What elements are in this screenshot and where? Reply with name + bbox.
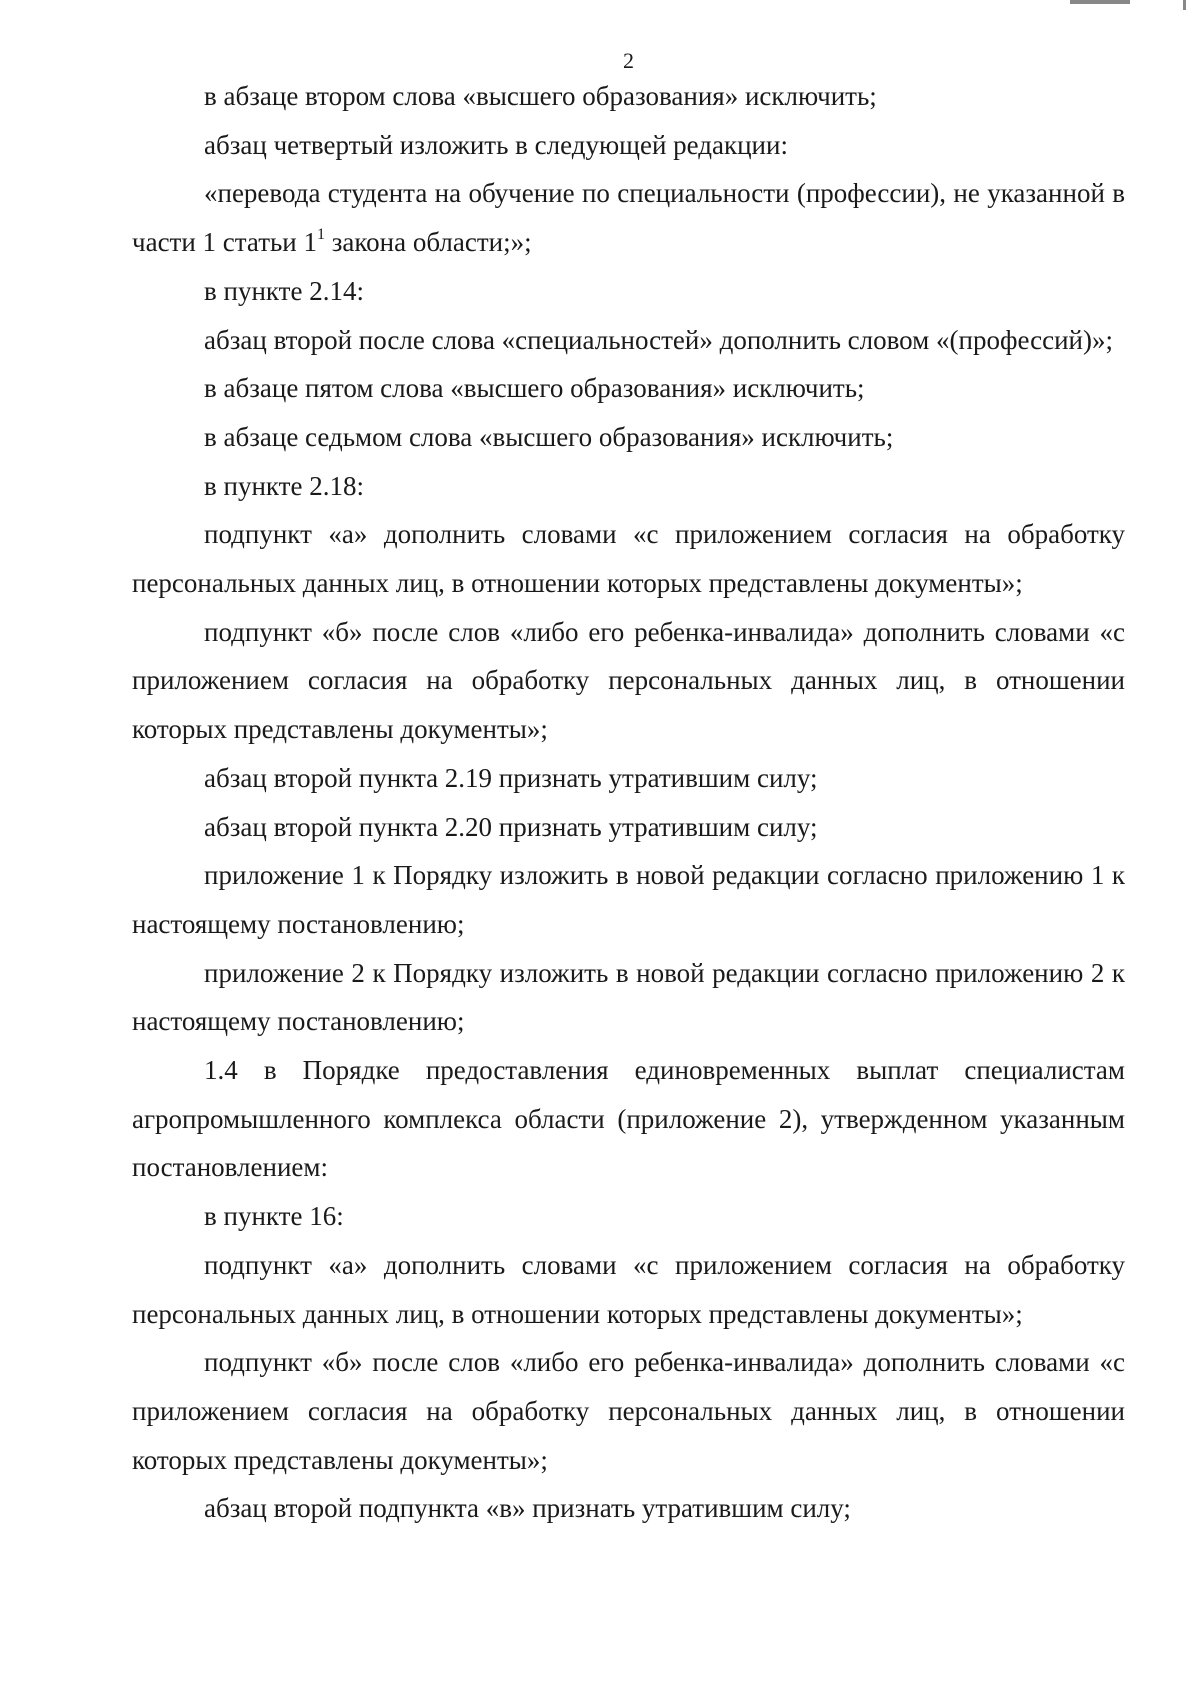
paragraph — [132, 169, 1125, 266]
paragraph: приложение 2 к Порядку изложить в новой редакции согласно приложению 2 к настоящему постановлению; — [132, 957, 1125, 1037]
paragraph: абзац второй пункта 2.19 признать утратившим силу; — [204, 762, 818, 793]
paragraph: в пункте 16: — [204, 1201, 344, 1232]
paragraph: подпункт «а» дополнить словами «с приложением согласия на обработку персональных данных лиц, в отношении которых представлены документы»; — [132, 519, 1125, 599]
paragraph: абзац второй пункта 2.20 признать утратившим силу; — [204, 811, 818, 842]
paragraph: абзац четвертый изложить в следующей редакции: — [204, 129, 788, 160]
paragraph: в абзаце пятом слова «высшего образования» исключить; — [204, 373, 865, 404]
paragraph-text: закона области;»; — [325, 227, 532, 258]
paragraph-text: «перевода студента на обучение по специальности (профессии), не указанной в части 1 статьи 1 — [132, 178, 1125, 258]
scan-edge-mark — [1183, 0, 1186, 10]
paragraph: подпункт «а» дополнить словами «с приложением согласия на обработку персональных данных лиц, в отношении которых представлены документы»; — [132, 1249, 1125, 1329]
paragraph: подпункт «б» после слов «либо его ребенка-инвалида» дополнить словами «с приложением согласия на обработку персональных данных лиц, в отношении которых представлены документы»; — [132, 616, 1125, 745]
paragraph: в пункте 2.14: — [204, 275, 364, 306]
paragraph: в пункте 2.18: — [204, 470, 364, 501]
page-number: 2 — [623, 48, 634, 73]
paragraph: 1.4 в Порядке предоставления единовременных выплат специалистам агропромышленного комплекса области (приложение 2), утвержденном указанным постановлением: — [132, 1055, 1125, 1183]
document-body — [132, 72, 1125, 1533]
paragraph: в абзаце втором слова «высшего образования» исключить; — [204, 81, 877, 111]
scan-edge-mark — [1070, 0, 1130, 4]
paragraph: абзац второй подпункта «в» признать утратившим силу; — [204, 1493, 851, 1524]
superscript: 1 — [317, 226, 326, 244]
paragraph: приложение 1 к Порядку изложить в новой редакции согласно приложению 1 к настоящему постановлению; — [132, 860, 1125, 939]
paragraph: подпункт «б» после слов «либо его ребенка-инвалида» дополнить словами «с приложением согласия на обработку персональных данных лиц, в отношении которых представлены документы»; — [132, 1347, 1125, 1475]
paragraph: в абзаце седьмом слова «высшего образования» исключить; — [204, 421, 894, 452]
paragraph: абзац второй после слова «специальностей» дополнить словом «(профессий)»; — [204, 324, 1113, 355]
